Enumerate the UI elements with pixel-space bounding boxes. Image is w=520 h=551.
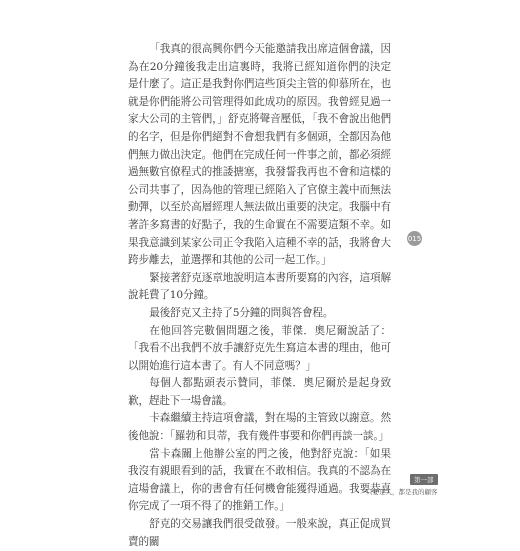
paragraph: 每個人都點頭表示贊同，菲傑．奧尼爾於是起身致歉，趕赴下一場會議。 [128, 377, 391, 407]
paragraph: 在他回答完數個問題之後，菲傑．奧尼爾說話了：「我看不出我們不放手讓舒克先生寫這本書的理由，他可以開始進行這本書了。有人不同意嗎？」 [128, 324, 391, 372]
paragraph: 當卡森關上他辦公室的門之後，他對舒克說：「如果我沒有親眼看到的話，我實在不敢相信。我真的不認為在這場會議上，你的書會有任何機會能獲得通過。我要恭喜你完成了一項不得了的推銷工作。」 [128, 447, 391, 513]
part-label: 第一部 [410, 474, 438, 485]
part-subtitle: 只要是人，都是我的顧客 [366, 488, 438, 496]
body-text [128, 41, 391, 551]
page-number-badge: 015 [407, 231, 422, 246]
paragraph: 「我真的很高興你們今天能邀請我出席這個會議，因為在20分鐘後我走出這裏時，我將已經知道你們的決定是什麼了。這正是我對你們這些頂尖主管的仰慕所在，也就是你們能將公司管理得如此成功的原因。我曾經見過一家大公司的主管們，」舒克將聲音壓低，「我不會說出他們的名字，但是你們絕對不會想我們有多個頭，全都因為他們無力做出決定。他們在完成任何一件事之前，都必須經過無數官僚程式的推諉搪塞，我發誓我再也不會和這樣的公司共事了，因為他的管理已經陷入了官僚主義中而無法動彈，以至於高層經理人無法做出重要的決定。我腦中有著許多寫書的好點子，我的生命實在不需要這類不幸。如果我意識到某家公司正令我陷入這種不幸的話，我將會大跨步離去，並選擇和其他的公司一起工作。」 [128, 43, 391, 267]
running-footer [366, 467, 438, 496]
paragraph: 緊接著舒克逐章地說明這本書所要寫的內容，這項解說耗費了10分鐘。 [128, 271, 391, 302]
paragraph: 最後舒克又主持了5分鐘的問與答會程。 [149, 306, 334, 319]
paragraph: 卡森繼續主持這項會議，對在場的主管致以謝意。然後他說：「羅勃和貝蒂，我有幾件事要和你們再談一談。」 [128, 412, 391, 443]
paragraph: 舒克的交易讓我們很受啟發。一般來說，真正促成買賣的關 [128, 518, 391, 548]
